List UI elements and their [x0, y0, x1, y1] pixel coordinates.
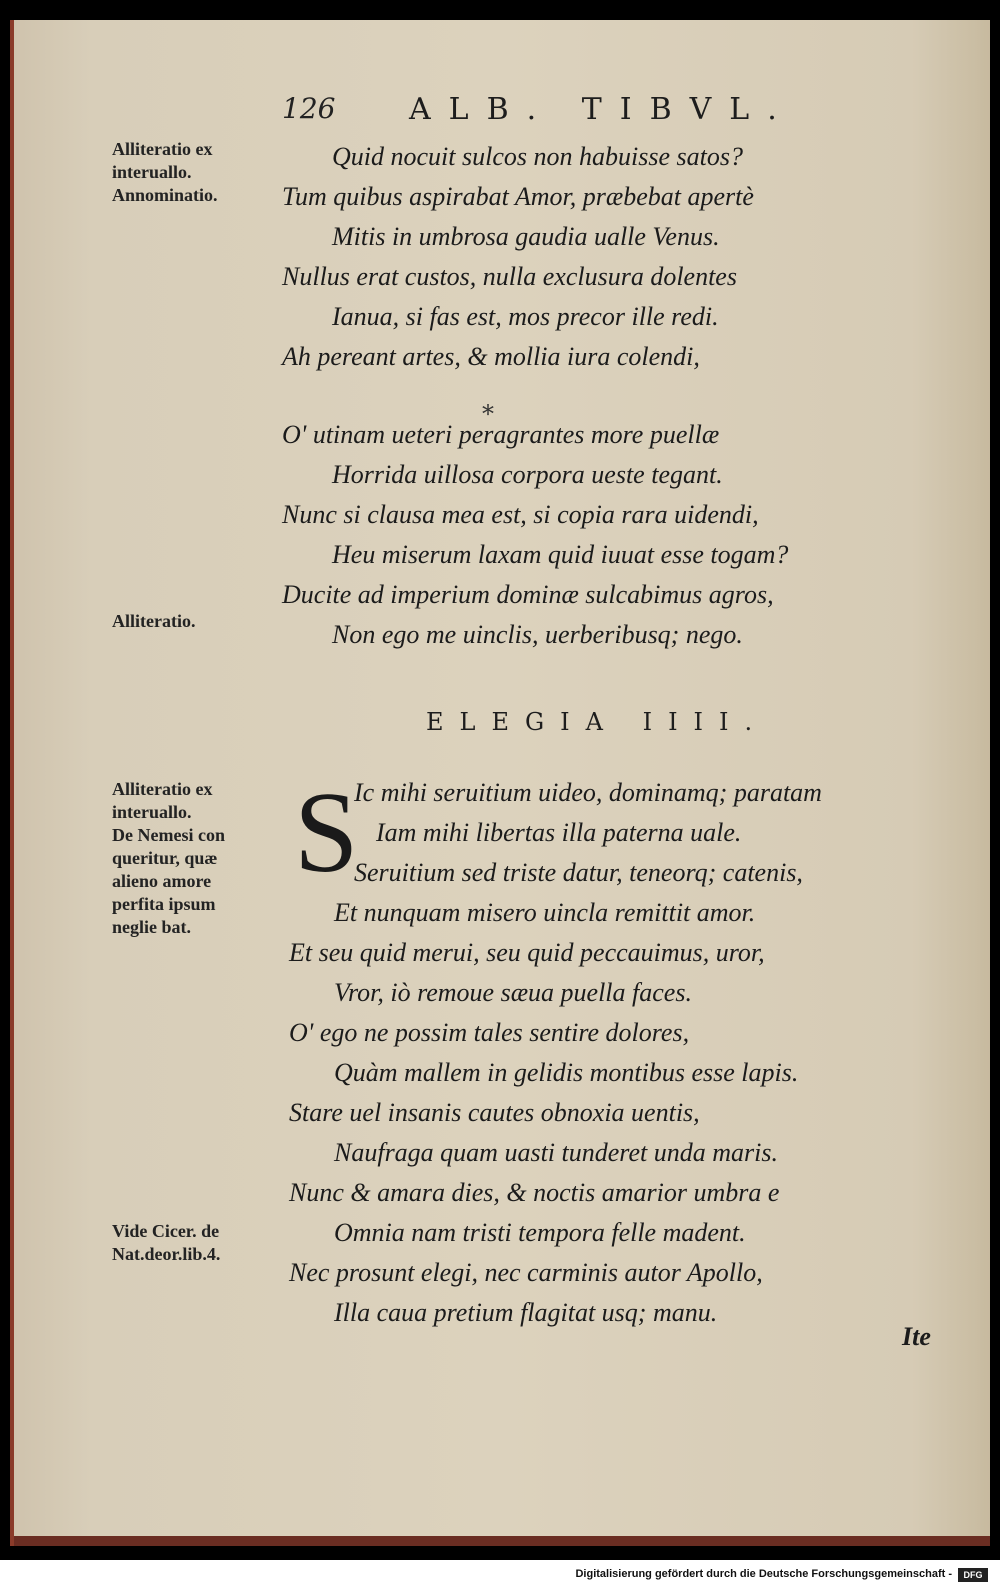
verse-line: Et seu quid merui, seu quid peccauimus, uror, — [289, 938, 765, 967]
verse-line: Horrida uillosa corpora ueste tegant. — [332, 460, 723, 489]
verse-line: Heu miserum laxam quid iuuat esse togam? — [332, 540, 789, 569]
verse-line: Et nunquam misero uincla remittit amor. — [334, 898, 756, 927]
verse-line: Quid nocuit sulcos non habuisse satos? — [332, 142, 743, 171]
margin-note-3: Alliteratio ex interuallo. De Nemesi con queritur, quæ alieno amore perfita ipsum neglie bat. — [112, 779, 225, 937]
verse-line: Vror, iò remoue sæua puella faces. — [334, 978, 692, 1007]
running-head: ALB. TIBVL. — [409, 92, 795, 127]
elegy-title: ELEGIA IIII. — [426, 708, 769, 736]
verse-line: Quàm mallem in gelidis montibus esse lapis. — [334, 1058, 799, 1087]
verse-line: Stare uel insanis cautes obnoxia uentis, — [289, 1098, 700, 1127]
page-number: 126 — [282, 92, 336, 125]
margin-note-4: Vide Cicer. de Nat.deor.lib.4. — [112, 1221, 221, 1264]
verse-line: O' utinam ueteri peragrantes more puellæ — [282, 420, 720, 449]
verse-line: Illa caua pretium flagitat usq; manu. — [334, 1298, 718, 1327]
margin-note-1: Alliteratio ex interuallo. Annominatio. — [112, 139, 218, 205]
verse-line: Omnia nam tristi tempora felle madent. — [334, 1218, 746, 1247]
margin-note-2: Alliteratio. — [112, 611, 196, 631]
asterisk-divider: * — [482, 400, 494, 428]
verse-line: Nunc si clausa mea est, si copia rara uidendi, — [282, 500, 759, 529]
verse-line: Ducite ad imperium dominæ sulcabimus agros, — [282, 580, 774, 609]
verse-line: Seruitium sed triste datur, teneorq; catenis, — [354, 858, 803, 887]
book-page — [10, 20, 990, 1546]
dfg-logo-icon: DFG — [958, 1568, 988, 1582]
verse-line: Nec prosunt elegi, nec carminis autor Apollo, — [289, 1258, 763, 1287]
drop-cap: S — [294, 769, 359, 897]
verse-line: Iam mihi libertas illa paterna uale. — [376, 818, 742, 847]
page-header — [14, 92, 990, 142]
verse-line: Nullus erat custos, nulla exclusura dolentes — [282, 262, 737, 291]
verse-line: Nunc & amara dies, & noctis amarior umbra e — [289, 1178, 780, 1207]
digitization-footer — [0, 1560, 1000, 1590]
footer-text: Digitalisierung gefördert durch die Deutsche Forschungsgemeinschaft - — [575, 1568, 952, 1580]
verse-line: Ianua, si fas est, mos precor ille redi. — [332, 302, 719, 331]
verse-line: Naufraga quam uasti tunderet unda maris. — [334, 1138, 778, 1167]
verse-line: O' ego ne possim tales sentire dolores, — [289, 1018, 690, 1047]
verse-line: Ic mihi seruitium uideo, dominamq; paratam — [354, 778, 822, 807]
verse-line: Ah pereant artes, & mollia iura colendi, — [282, 342, 700, 371]
catchword: Ite — [902, 1322, 931, 1351]
verse-line: Mitis in umbrosa gaudia ualle Venus. — [332, 222, 720, 251]
verse-line: Non ego me uinclis, uerberibusq; nego. — [332, 620, 743, 649]
verse-line: Tum quibus aspirabat Amor, præbebat apertè — [282, 182, 754, 211]
